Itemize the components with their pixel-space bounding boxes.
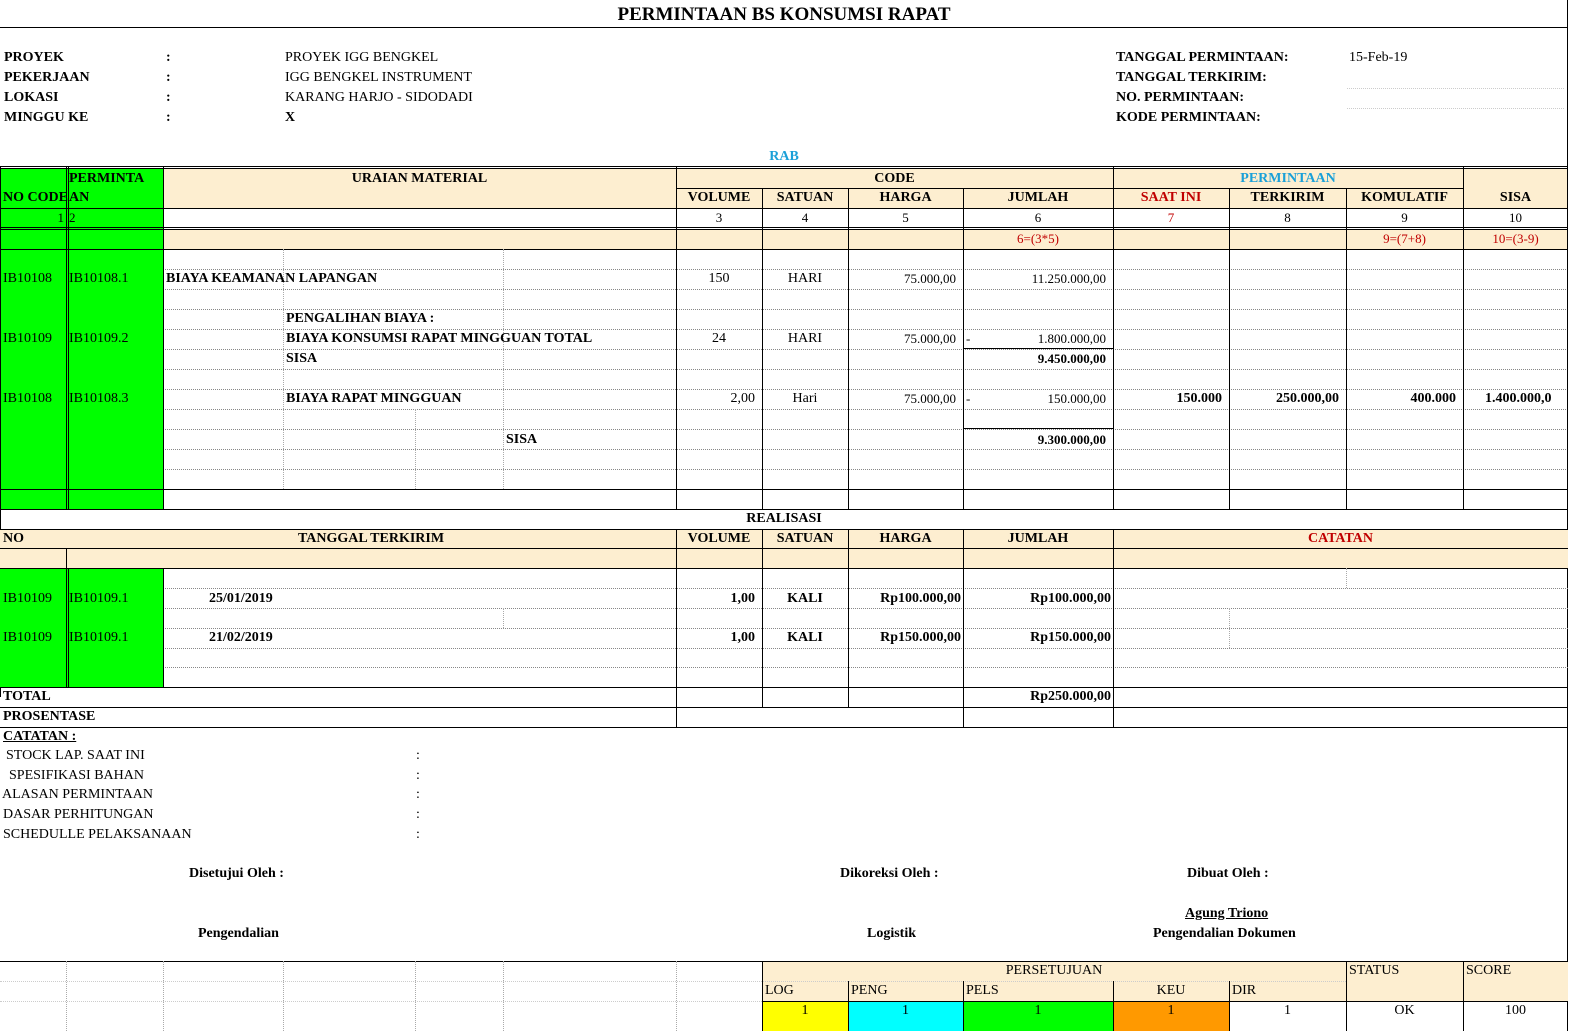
header-permintaan-group: PERMINTAAN <box>1240 171 1336 186</box>
rab-row1-jumlah: 11.250.000,00 <box>1031 271 1106 286</box>
catatan-stock-sep: : <box>416 748 420 763</box>
rab-row5-sat: Hari <box>792 391 818 406</box>
colnum-10: 10 <box>1509 210 1522 225</box>
value-minggu: X <box>285 110 296 125</box>
rab-row4-desc: SISA <box>286 351 318 366</box>
rab-row5-vol: 2,00 <box>730 391 755 406</box>
rab-row1-vol: 150 <box>708 271 730 286</box>
realisasi-row2-tanggal: 21/02/2019 <box>209 630 273 645</box>
rab-row1-desc: BIAYA KEAMANAN LAPANGAN <box>166 271 378 286</box>
realisasi-row1-sat: KALI <box>787 591 823 606</box>
header-terkirim: TERKIRIM <box>1250 190 1325 205</box>
colnum-8: 8 <box>1284 210 1291 225</box>
realisasi-header-volume: VOLUME <box>687 531 751 546</box>
value-tanggal-permintaan: 15-Feb-19 <box>1349 50 1408 65</box>
label-tanggal-permintaan: TANGGAL PERMINTAAN: <box>1116 50 1289 65</box>
rab-row3-sign: - <box>966 331 971 346</box>
header-jumlah: JUMLAH <box>1007 190 1069 205</box>
total-value: Rp250.000,00 <box>1030 689 1111 704</box>
catatan-dasar-sep: : <box>416 807 420 822</box>
sep-lokasi: : <box>166 90 171 105</box>
rab-row3-perm: IB10109.2 <box>69 331 129 346</box>
score-label: SCORE <box>1466 963 1512 978</box>
label-proyek: PROYEK <box>4 50 64 65</box>
rab-row2-desc: PENGALIHAN BIAYA : <box>286 311 435 326</box>
rab-row5-code: IB10108 <box>3 391 52 406</box>
realisasi-header-harga: HARGA <box>879 531 932 546</box>
colnum-1: 1 <box>57 210 64 225</box>
peng-label: PENG <box>851 983 888 998</box>
realisasi-header-no: NO <box>3 531 24 546</box>
value-lokasi: KARANG HARJO - SIDODADI <box>285 90 473 105</box>
rab-row5-desc: BIAYA RAPAT MINGGUAN <box>286 391 462 406</box>
sep-pekerjaan: : <box>166 70 171 85</box>
catatan-title: CATATAN : <box>3 729 77 744</box>
pels-label: PELS <box>966 983 999 998</box>
catatan-alasan-sep: : <box>416 787 420 802</box>
catatan-schedule-label: SCHEDULLE PELAKSANAAN <box>3 827 192 842</box>
realisasi-row2-sat: KALI <box>787 630 823 645</box>
log-value: 1 <box>801 1003 809 1018</box>
rab-row3-harga: 75.000,00 <box>904 331 956 346</box>
page-title: PERMINTAAN BS KONSUMSI RAPAT <box>617 4 951 25</box>
rab-row1-code: IB10108 <box>3 271 52 286</box>
label-minggu: MINGGU KE <box>4 110 89 125</box>
catatan-dasar-label: DASAR PERHITUNGAN <box>3 807 154 822</box>
colnum-3: 3 <box>715 210 723 225</box>
rab-row3-sat: HARI <box>787 331 823 346</box>
realisasi-row2-perm: IB10109.1 <box>69 630 129 645</box>
realisasi-header-satuan: SATUAN <box>776 531 834 546</box>
pengendalian-label: Pengendalian <box>198 926 279 941</box>
header-code: CODE <box>874 171 915 186</box>
peng-value: 1 <box>902 1003 909 1018</box>
header-saat-ini: SAAT INI <box>1140 190 1202 205</box>
header-permintaan-1: PERMINTA <box>69 171 145 186</box>
rab-row5-perm: IB10108.3 <box>69 391 129 406</box>
keu-value: 1 <box>1167 1003 1175 1018</box>
realisasi-code-column-fill <box>0 569 163 687</box>
dikoreksi-label: Dikoreksi Oleh : <box>840 866 939 881</box>
realisasi-header-catatan: CATATAN <box>1307 531 1374 546</box>
realisasi-title: REALISASI <box>746 511 822 526</box>
prosentase-label: PROSENTASE <box>3 709 96 724</box>
rab-row3-code: IB10109 <box>3 331 52 346</box>
catatan-stock-label: STOCK LAP. SAAT INI <box>6 748 145 763</box>
header-harga: HARGA <box>879 190 932 205</box>
sep-proyek: : <box>166 50 171 65</box>
colnum-2: 2 <box>69 210 76 225</box>
rab-row1-sat: HARI <box>787 271 823 286</box>
realisasi-row1-harga: Rp100.000,00 <box>880 591 961 606</box>
formula-komulatif: 9=(7+8) <box>1383 231 1426 246</box>
rab-row5-sisa: 1.400.000,0 <box>1485 391 1552 406</box>
dir-value: 1 <box>1284 1003 1291 1018</box>
rab-row6-jumlah: 9.300.000,00 <box>1037 432 1106 447</box>
realisasi-row1-perm: IB10109.1 <box>69 591 129 606</box>
rab-row5-komulatif: 400.000 <box>1410 391 1456 406</box>
colnum-4: 4 <box>801 210 809 225</box>
persetujuan-title: PERSETUJUAN <box>1005 963 1103 978</box>
pengendalian-dokumen-label: Pengendalian Dokumen <box>1153 926 1296 941</box>
realisasi-header-tanggal: TANGGAL TERKIRIM <box>297 531 445 546</box>
formula-sisa: 10=(3-9) <box>1492 231 1539 246</box>
label-no-permintaan: NO. PERMINTAAN: <box>1116 90 1245 105</box>
rab-title: RAB <box>769 149 799 164</box>
status-value: OK <box>1394 1003 1415 1018</box>
colnum-9: 9 <box>1401 210 1408 225</box>
colnum-5: 5 <box>902 210 909 225</box>
realisasi-row1-vol: 1,00 <box>730 591 755 606</box>
catatan-spesifikasi-label: SPESIFIKASI BAHAN <box>9 768 144 783</box>
sep-minggu: : <box>166 110 171 125</box>
rab-row5-harga: 75.000,00 <box>904 391 956 406</box>
label-lokasi: LOKASI <box>4 90 59 105</box>
rab-row6-desc: SISA <box>506 432 538 447</box>
rab-row3-jumlah: 1.800.000,00 <box>1037 331 1106 346</box>
formula-jumlah: 6=(3*5) <box>1017 231 1059 246</box>
header-no-code: NO CODE <box>3 190 68 205</box>
logistik-label: Logistik <box>867 926 917 941</box>
pels-value: 1 <box>1034 1003 1042 1018</box>
value-proyek: PROYEK IGG BENGKEL <box>285 50 439 65</box>
header-uraian-material: URAIAN MATERIAL <box>351 171 488 186</box>
keu-label: KEU <box>1156 983 1186 998</box>
header-sisa: SISA <box>1499 190 1532 205</box>
disetujui-label: Disetujui Oleh : <box>189 866 284 881</box>
score-value: 100 <box>1505 1003 1526 1018</box>
catatan-alasan-label: ALASAN PERMINTAAN <box>2 787 153 802</box>
realisasi-row2-code: IB10109 <box>3 630 52 645</box>
label-tanggal-terkirim: TANGGAL TERKIRIM: <box>1116 70 1267 85</box>
catatan-schedule-sep: : <box>416 827 420 842</box>
signer-name: Agung Triono <box>1185 906 1269 921</box>
realisasi-row1-code: IB10109 <box>3 591 52 606</box>
value-pekerjaan: IGG BENGKEL INSTRUMENT <box>285 70 472 85</box>
header-volume: VOLUME <box>687 190 751 205</box>
colnum-7: 7 <box>1167 210 1175 225</box>
log-label: LOG <box>765 983 794 998</box>
label-pekerjaan: PEKERJAAN <box>4 70 90 85</box>
header-permintaan-2: AN <box>69 190 90 205</box>
label-kode-permintaan: KODE PERMINTAAN: <box>1116 110 1261 125</box>
rab-row5-saat-ini: 150.000 <box>1176 391 1222 406</box>
dir-label: DIR <box>1232 983 1257 998</box>
dibuat-label: Dibuat Oleh : <box>1187 866 1269 881</box>
rab-row3-vol: 24 <box>712 331 726 346</box>
colnum-6: 6 <box>1034 210 1042 225</box>
rab-row5-sign: - <box>966 391 971 406</box>
catatan-spesifikasi-sep: : <box>416 768 420 783</box>
status-label: STATUS <box>1349 963 1400 978</box>
realisasi-row2-harga: Rp150.000,00 <box>880 630 961 645</box>
rab-row1-harga: 75.000,00 <box>904 271 956 286</box>
rab-row3-desc: BIAYA KONSUMSI RAPAT MINGGUAN TOTAL <box>286 331 593 346</box>
realisasi-row2-vol: 1,00 <box>730 630 755 645</box>
total-label: TOTAL <box>3 689 51 704</box>
header-komulatif: KOMULATIF <box>1361 190 1448 205</box>
realisasi-row1-tanggal: 25/01/2019 <box>209 591 273 606</box>
realisasi-row1-jumlah: Rp100.000,00 <box>1030 591 1111 606</box>
realisasi-row2-jumlah: Rp150.000,00 <box>1030 630 1111 645</box>
rab-row4-jumlah: 9.450.000,00 <box>1037 351 1106 366</box>
header-satuan: SATUAN <box>776 190 834 205</box>
rab-row5-jumlah: 150.000,00 <box>1047 391 1106 406</box>
rab-row1-perm: IB10108.1 <box>69 271 129 286</box>
realisasi-header-jumlah: JUMLAH <box>1007 531 1069 546</box>
rab-row5-terkirim: 250.000,00 <box>1276 391 1339 406</box>
